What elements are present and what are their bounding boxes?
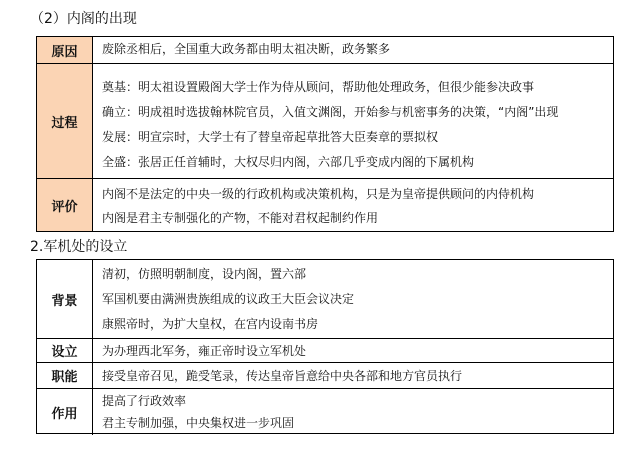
table-row	[37, 362, 613, 388]
content-line: 发展：明宣宗时，大学士有了替皇帝起草批答大臣奏章的票拟权	[102, 130, 439, 144]
content-line: 接受皇帝召见，跪受笔录，传达皇帝旨意给中央各部和地方官员执行	[102, 369, 463, 383]
row-label: 作用	[37, 389, 93, 435]
content-line: 提高了行政效率	[102, 394, 187, 408]
row-content	[93, 339, 613, 362]
row-content	[93, 389, 613, 435]
table-row	[37, 37, 613, 63]
content-line: 奠基：明太祖设置殿阁大学士作为侍从顾问，帮助他处理政务，但很少能参决政事	[102, 80, 535, 94]
table-row	[37, 178, 613, 231]
row-content	[93, 64, 613, 178]
row-label: 原因	[37, 37, 93, 63]
table-row	[37, 260, 613, 338]
content-line: 君主专制加强，中央集权进一步巩固	[102, 416, 295, 430]
content-line: 清初，仿照明朝制度，设内阁，置六部	[102, 267, 307, 281]
row-content	[93, 179, 613, 231]
table-row	[37, 338, 613, 362]
row-content	[93, 260, 613, 338]
row-label: 设立	[37, 339, 93, 362]
row-label: 过程	[37, 64, 93, 178]
table-row	[37, 388, 613, 435]
row-label: 职能	[37, 363, 93, 388]
content-line: 废除丞相后，全国重大政务都由明太祖决断，政务繁多	[102, 42, 391, 56]
row-content	[93, 363, 613, 388]
content-line: 为办理西北军务，雍正帝时设立军机处	[102, 344, 307, 358]
grand-council-table	[36, 259, 614, 434]
row-label: 背景	[37, 260, 93, 338]
cabinet-table	[36, 36, 614, 232]
section1-heading: （2）内阁的出现	[30, 11, 137, 27]
row-label: 评价	[37, 179, 93, 231]
content-line: 全盛：张居正任首辅时，大权尽归内阁，六部几乎变成内阁的下属机构	[102, 155, 475, 169]
section2-heading: 2.军机处的设立	[30, 239, 128, 255]
content-line: 军国机要由满洲贵族组成的议政王大臣会议决定	[102, 292, 355, 306]
row-content	[93, 37, 613, 63]
table-row	[37, 63, 613, 178]
content-line: 内阁是君主专制强化的产物，不能对君权起制约作用	[102, 211, 379, 225]
content-line: 康熙帝时，为扩大皇权，在宫内设南书房	[102, 317, 319, 331]
content-line: 内阁不是法定的中央一级的行政机构或决策机构，只是为皇帝提供顾问的内侍机构	[102, 187, 535, 201]
content-line: 确立：明成祖时选拔翰林院官员，入值文渊阁，开始参与机密事务的决策，“内阁”出现	[102, 105, 559, 119]
